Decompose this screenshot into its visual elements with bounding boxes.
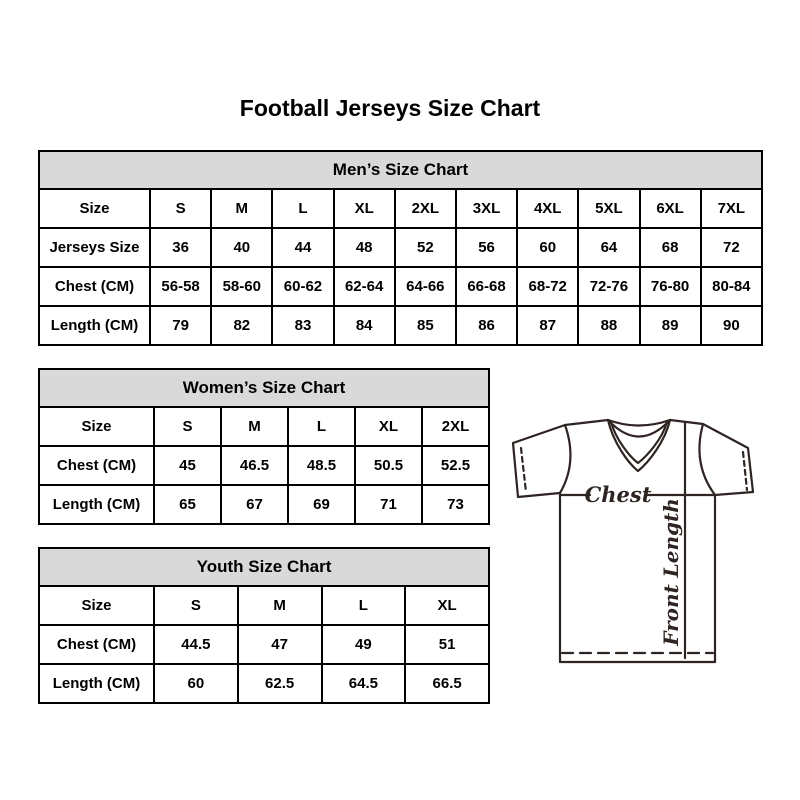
chest-label: Chest (584, 482, 652, 507)
size-value-cell: L (322, 586, 406, 625)
youth-size-table (38, 547, 490, 704)
size-value-cell: 71 (355, 485, 422, 524)
size-value-cell: 50.5 (355, 446, 422, 485)
row-label-cell: Length (CM) (39, 664, 154, 703)
size-value-cell: 64.5 (322, 664, 406, 703)
collar-back-line (608, 420, 670, 426)
row-label-cell: Chest (CM) (39, 446, 154, 485)
size-value-cell: 51 (405, 625, 489, 664)
size-value-cell: 44.5 (154, 625, 238, 664)
size-value-cell: 67 (221, 485, 288, 524)
size-value-cell: L (288, 407, 355, 446)
size-value-cell: 76-80 (640, 267, 701, 306)
right-cuff-dashed-line (743, 452, 747, 490)
size-value-cell: 72-76 (578, 267, 639, 306)
size-value-cell: M (238, 586, 322, 625)
table-row (39, 586, 489, 625)
table-row (39, 664, 489, 703)
mens-chart-title: Men’s Size Chart (39, 151, 762, 189)
size-value-cell: XL (334, 189, 395, 228)
size-value-cell: 69 (288, 485, 355, 524)
front-length-label: Front Length (659, 498, 683, 646)
size-value-cell: 64 (578, 228, 639, 267)
size-value-cell: S (150, 189, 211, 228)
table-section-header-row (39, 369, 489, 407)
size-value-cell: 40 (211, 228, 272, 267)
table-section-header-row (39, 548, 489, 586)
size-value-cell: 44 (272, 228, 333, 267)
size-value-cell: 64-66 (395, 267, 456, 306)
size-value-cell: 80-84 (701, 267, 762, 306)
row-label-cell: Chest (CM) (39, 625, 154, 664)
size-value-cell: 62.5 (238, 664, 322, 703)
size-value-cell: 2XL (422, 407, 489, 446)
size-value-cell: 73 (422, 485, 489, 524)
size-value-cell: 6XL (640, 189, 701, 228)
size-value-cell: S (154, 586, 238, 625)
size-value-cell: 49 (322, 625, 406, 664)
youth-chart-title: Youth Size Chart (39, 548, 489, 586)
size-value-cell: 83 (272, 306, 333, 345)
size-value-cell: 89 (640, 306, 701, 345)
womens-chart-title: Women’s Size Chart (39, 369, 489, 407)
size-value-cell: 2XL (395, 189, 456, 228)
size-value-cell: 68 (640, 228, 701, 267)
size-value-cell: 68-72 (517, 267, 578, 306)
size-value-cell: L (272, 189, 333, 228)
size-value-cell: 62-64 (334, 267, 395, 306)
size-value-cell: 84 (334, 306, 395, 345)
table-row (39, 267, 762, 306)
size-value-cell: 87 (517, 306, 578, 345)
mens-size-table (38, 150, 763, 346)
size-value-cell: 7XL (701, 189, 762, 228)
table-row (39, 228, 762, 267)
size-value-cell: 88 (578, 306, 639, 345)
size-value-cell: 52 (395, 228, 456, 267)
size-value-cell: 79 (150, 306, 211, 345)
size-value-cell: 66.5 (405, 664, 489, 703)
size-value-cell: 60 (517, 228, 578, 267)
size-value-cell: 82 (211, 306, 272, 345)
size-value-cell: 4XL (517, 189, 578, 228)
size-value-cell: 48 (334, 228, 395, 267)
size-value-cell: 45 (154, 446, 221, 485)
table-row (39, 625, 489, 664)
page-title: Football Jerseys Size Chart (239, 95, 541, 121)
right-sleeve-seam (699, 424, 715, 495)
size-value-cell: 90 (701, 306, 762, 345)
size-value-cell: 56-58 (150, 267, 211, 306)
jersey-measurement-diagram-icon (495, 400, 775, 680)
size-value-cell: M (211, 189, 272, 228)
size-value-cell: 60-62 (272, 267, 333, 306)
size-value-cell: 60 (154, 664, 238, 703)
row-label-cell: Length (CM) (39, 306, 150, 345)
table-row (39, 485, 489, 524)
row-label-cell: Size (39, 407, 154, 446)
row-label-cell: Jerseys Size (39, 228, 150, 267)
size-value-cell: 3XL (456, 189, 517, 228)
size-value-cell: 56 (456, 228, 517, 267)
size-value-cell: S (154, 407, 221, 446)
table-row (39, 189, 762, 228)
size-value-cell: 66-68 (456, 267, 517, 306)
size-value-cell: 48.5 (288, 446, 355, 485)
row-label-cell: Size (39, 189, 150, 228)
jersey-outline (513, 420, 753, 662)
size-value-cell: 58-60 (211, 267, 272, 306)
size-value-cell: M (221, 407, 288, 446)
size-value-cell: 47 (238, 625, 322, 664)
size-value-cell: 72 (701, 228, 762, 267)
womens-size-table (38, 368, 490, 525)
table-row (39, 306, 762, 345)
size-value-cell: 36 (150, 228, 211, 267)
size-value-cell: 46.5 (221, 446, 288, 485)
size-value-cell: 85 (395, 306, 456, 345)
left-sleeve-seam (560, 425, 570, 493)
collar-inner-v (611, 422, 667, 463)
size-value-cell: XL (355, 407, 422, 446)
size-value-cell: 86 (456, 306, 517, 345)
row-label-cell: Length (CM) (39, 485, 154, 524)
size-value-cell: 65 (154, 485, 221, 524)
size-value-cell: XL (405, 586, 489, 625)
table-row (39, 446, 489, 485)
row-label-cell: Size (39, 586, 154, 625)
left-cuff-dashed-line (521, 448, 526, 492)
table-row (39, 407, 489, 446)
size-value-cell: 5XL (578, 189, 639, 228)
size-value-cell: 52.5 (422, 446, 489, 485)
row-label-cell: Chest (CM) (39, 267, 150, 306)
table-section-header-row (39, 151, 762, 189)
